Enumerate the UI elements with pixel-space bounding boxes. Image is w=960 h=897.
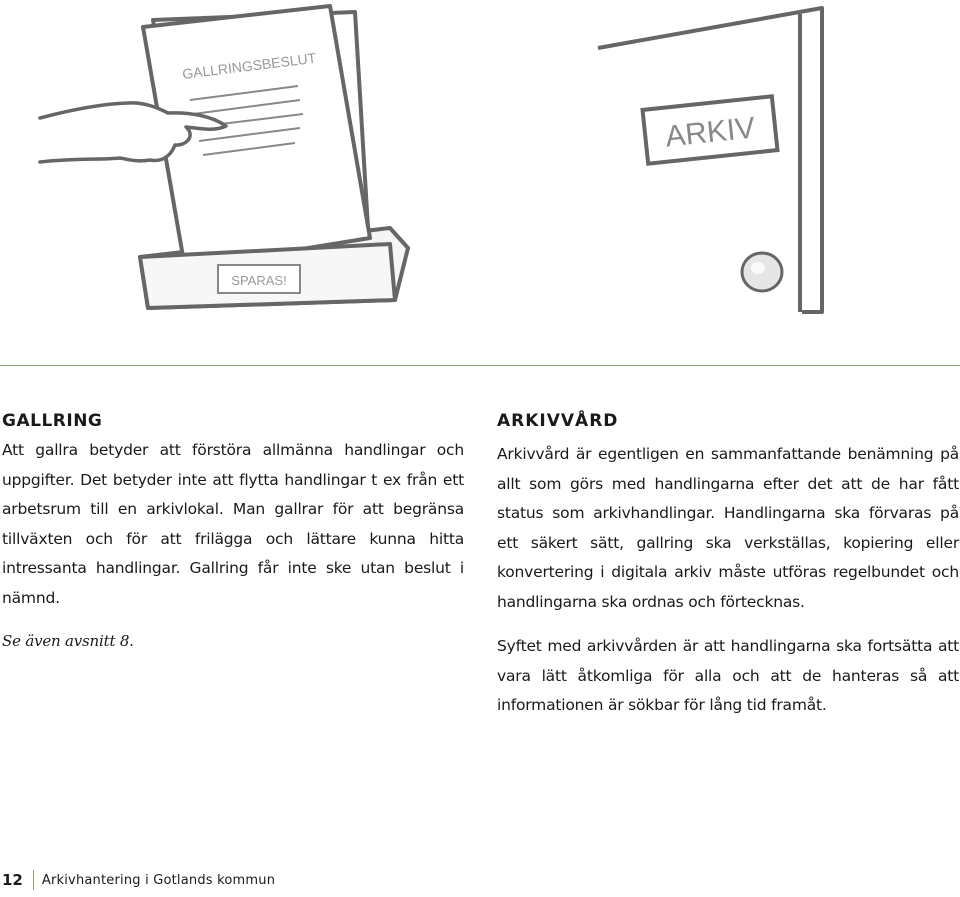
arkivvard-paragraph-1: Arkivvård är egentligen en sammanfattande benämning på allt som görs med handlingarna efter det att de har fått status som arkivhandlingar. Handlingarna ska förvaras på ett säkert sätt, gallring ska verkställas, kopiering eller konvertering i digitala arkiv måste utföras regelbundet och handlingarna ska ordnas och förtecknas. [497,445,959,611]
door-sign-text: ARKIV [663,111,757,154]
archive-door [598,8,822,312]
gallring-section [2,408,464,657]
box-label-text: SPARAS! [231,273,287,288]
page-number: 12 [2,871,23,889]
see-also-reference: Se även avsnitt 8. [2,632,134,650]
archive-illustration [0,0,960,340]
arkivvard-section [497,408,959,736]
publication-title: Arkivhantering i Gotlands kommun [41,872,276,888]
arkivvard-heading: ARKIVVÅRD [497,411,619,431]
document-title: GALLRINGSBESLUT [181,49,317,82]
gallring-heading: GALLRING [2,411,103,431]
footer-separator [33,870,34,890]
gallring-body: Att gallra betyder att förstöra allmänna handlingar och uppgifter. Det betyder inte att flytta handlingar t ex från ett arbetsrum till en arkivlokal. Man gallrar för att begränsa tillväxten och för att frilägga och lättare kunna hitta intressanta handlingar. Gallring får inte ske utan beslut i nämnd. [2,441,464,607]
arkivvard-paragraph-2: Syftet med arkivvården är att handlingarna ska fortsätta att vara lätt åtkomliga för alla och att de hanteras så att informationen är sökbar för lång tid framåt. [497,637,959,714]
page-footer [2,870,275,890]
section-divider [0,365,960,366]
archive-box-front [140,244,395,308]
